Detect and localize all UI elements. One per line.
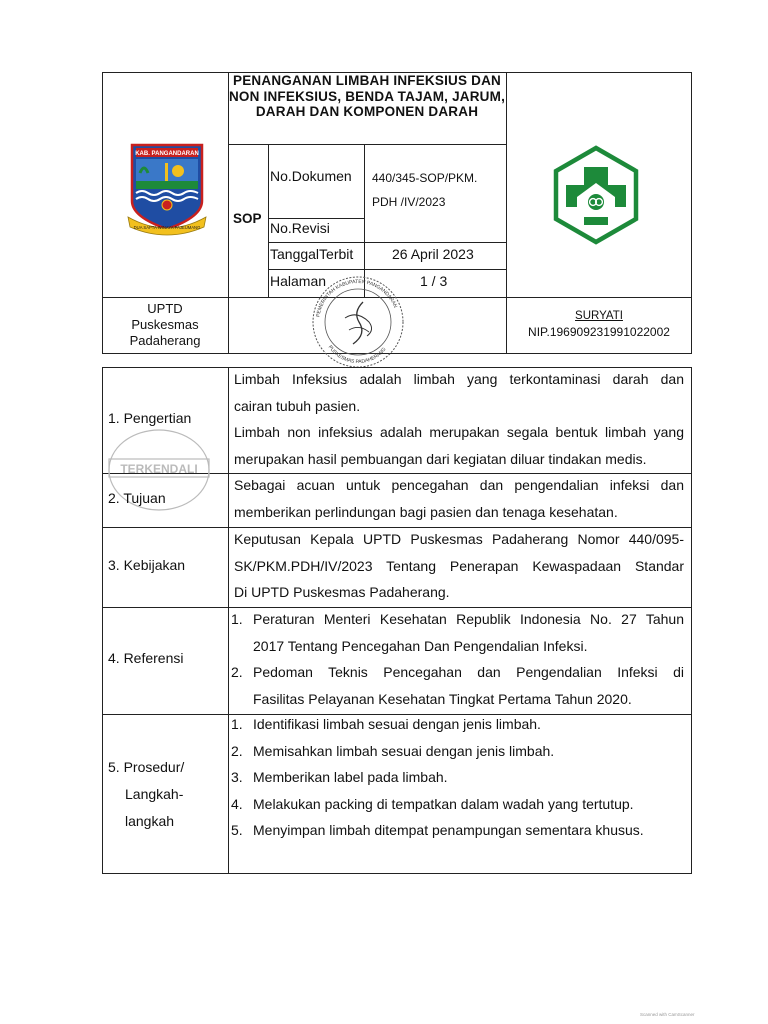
watermark-stamp-text: TERKENDALI: [120, 462, 198, 476]
document-title: PENANGANAN LIMBAH INFEKSIUS DAN NON INFEKSIUS, BENDA TAJAM, JARUM, DARAH DAN KOMPONEN DARAH: [228, 73, 506, 119]
puskesmas-logo: [551, 145, 641, 245]
referensi-list: [231, 606, 684, 712]
pengertian-label: 1. Pengertian: [108, 410, 192, 426]
prosedur-content: [231, 711, 684, 844]
prosedur-item: [231, 791, 684, 818]
referensi-label: 4. Referensi: [108, 650, 184, 666]
tanggal-terbit-label: TanggalTerbit: [270, 246, 354, 262]
prosedur-item-text: Melakukan packing di tempatkan dalam wadah yang tertutup.: [253, 795, 634, 812]
kebijakan-line-2: SK/PKM.PDH/IV/2023 Tentang Penerapan Kewaspadaan Standar: [234, 557, 684, 574]
prosedur-label-line-2: Langkah-: [125, 786, 184, 802]
prosedur-label-line-1: 5. Prosedur/: [108, 759, 185, 775]
prosedur-item: [231, 738, 684, 765]
prosedur-item: [231, 711, 684, 738]
signer-nip: NIP.196909231991022002: [528, 325, 670, 339]
prosedur-item: [231, 817, 684, 844]
referensi-content: [231, 606, 684, 712]
referensi-item-line-1: Pedoman Teknis Pencegahan dan Pengendalian Infeksi di: [253, 664, 684, 680]
referensi-item-line-2: Fasilitas Pelayanan Kesehatan Tingkat Pertama Tahun 2020.: [253, 690, 632, 707]
kebijakan-line-1: Keputusan Kepala UPTD Puskesmas Padaherang Nomor 440/095-: [234, 531, 684, 547]
no-dokumen-value-1: 440/345-SOP/PKM.: [372, 171, 478, 185]
kebijakan-line-3: Di UPTD Puskesmas Padaherang.: [234, 584, 450, 600]
prosedur-item-text: Memberikan label pada limbah.: [253, 769, 448, 785]
referensi-item-line-1: Peraturan Menteri Kesehatan Republik Indonesia No. 27 Tahun: [253, 611, 684, 627]
tanggal-terbit-value: 26 April 2023: [392, 246, 474, 262]
tujuan-content: [234, 472, 684, 525]
regional-logo: [126, 143, 208, 238]
stamp-arc-text: PEMERINTAH KABUPATEN PANGANDARAN: [315, 278, 399, 318]
org-line-1: UPTD: [147, 301, 183, 316]
referensi-item-number: 1.: [231, 611, 243, 627]
kebijakan-label: 3. Kebijakan: [108, 557, 186, 573]
prosedur-item-number: 2.: [231, 742, 243, 759]
referensi-item-line-2: 2017 Tentang Pencegahan Dan Pengendalian Infeksi.: [253, 637, 588, 654]
stamp-center-text: PUSKESMAS PADAHERANG: [326, 344, 388, 366]
regional-logo-motto: DUA SAPTA WINAYA PAJEUMANG: [133, 225, 201, 230]
tujuan-line-1: Sebagai acuan untuk pencegahan dan pengendalian infeksi dan: [234, 477, 684, 493]
prosedur-item-number: 1.: [231, 716, 243, 732]
prosedur-item-number: 3.: [231, 769, 243, 785]
prosedur-list: [231, 711, 684, 844]
pengertian-line-2: cairan tubuh pasien.: [234, 397, 361, 414]
pengertian-line-3: Limbah non infeksius adalah merupakan segala bentuk limbah yang: [234, 424, 684, 440]
stamp-seal-icon: [305, 272, 411, 372]
pengertian-content: [234, 366, 684, 472]
no-dokumen-value-2: PDH /IV/2023: [372, 195, 446, 209]
referensi-item: [231, 659, 684, 712]
org-name: [102, 301, 228, 349]
halaman-value: 1 / 3: [420, 273, 448, 289]
org-line-2: Puskesmas: [131, 317, 199, 332]
puskesmas-cross-icon: [551, 145, 641, 245]
prosedur-item-text: Memisahkan limbah sesuai dengan jenis limbah.: [253, 742, 555, 759]
kebijakan-content: [234, 526, 684, 606]
no-dokumen-label: No.Dokumen: [270, 168, 352, 184]
prosedur-item-number: 5.: [231, 822, 243, 838]
no-revisi-label: No.Revisi: [270, 220, 330, 236]
prosedur-item-number: 4.: [231, 795, 243, 812]
prosedur-item: [231, 764, 684, 791]
prosedur-item-text: Menyimpan limbah ditempat penampungan sementara khusus.: [253, 822, 644, 838]
official-stamp: [305, 272, 411, 372]
org-line-3: Padaherang: [129, 333, 201, 348]
regional-emblem-icon: [126, 143, 208, 238]
prosedur-item-text: Identifikasi limbah sesuai dengan jenis limbah.: [253, 716, 541, 732]
prosedur-label: [108, 754, 184, 835]
tujuan-line-2: memberikan perlindungan bagi pasien dan tenaga kesehatan.: [234, 503, 618, 520]
footer-mark: Scanned with CamScanner: [640, 1012, 695, 1017]
referensi-item: [231, 606, 684, 659]
tujuan-label: 2. Tujuan: [108, 490, 166, 506]
referensi-item-number: 2.: [231, 664, 243, 680]
pengertian-line-1: Limbah Infeksius adalah limbah yang terkontaminasi darah dan: [234, 371, 684, 387]
pengertian-line-4: merupakan hasil pembuangan dari kegiatan diluar tindakan medis.: [234, 450, 647, 467]
prosedur-label-line-3: langkah: [125, 813, 175, 829]
halaman-label: Halaman: [270, 273, 327, 289]
sop-label: SOP: [233, 211, 262, 226]
regional-logo-text: KAB. PANGANDARAN: [135, 151, 199, 157]
signer-name: SURYATI: [575, 310, 623, 322]
